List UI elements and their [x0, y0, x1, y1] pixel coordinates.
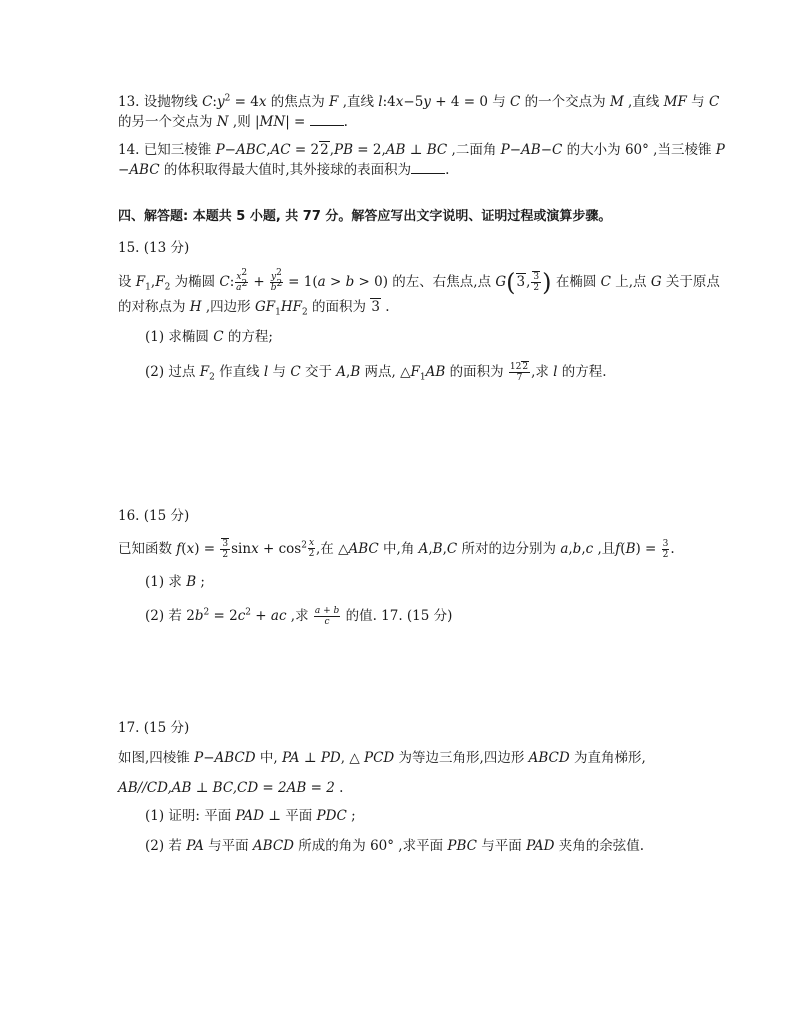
q13-line2: 的另一个交点为 N ,则 |MN| = . — [118, 114, 348, 130]
q13-line1: 13. 设抛物线 $C:y^2 = 4x$ 的焦点为 F ,直线 l:4x−5y + 4 = 0 与 C 的一个交点为 M ,直线 MF 与 C — [118, 93, 720, 110]
answer-blank — [411, 161, 445, 174]
q15-stem-line1: 设 $F_1,F_2$ 为椭圆 C: $\frac{x^2}{a^2}$ + $\frac{y^2}{b^2}$ = 1(a > b > 0) 的左、右焦点,点 G(3, $\frac{3}{2}$ ) 在椭圆 C 上,点 G 关于原点 — [118, 268, 720, 297]
q16-part1: (1) 求 B ; — [145, 574, 205, 590]
q17-stem-line1: 如图,四棱锥 P−ABCD 中, PA ⊥ PD, △ PCD 为等边三角形,四边形 ABCD 为直角梯形, — [118, 750, 646, 766]
q17-header: 17. (15 分) — [118, 720, 190, 736]
q17-part2: (2) 若 PA 与平面 ABCD 所成的角为 60° ,求平面 PBC 与平面 PAD 夹角的余弦值. — [145, 838, 645, 854]
q15-stem-line2: 的对称点为 H ,四边形 $GF_1HF_2$ 的面积为 3 . — [118, 299, 390, 318]
q16-stem: 已知函数 f(x) = $\frac{3}{2}$ $\sin x + \cos^2$ $\frac{x}{2}$ ,在 △ABC 中,角 A,B,C 所对的边分别为 a,b,c ,且f(B) = $\frac{3}{2}$ . — [118, 538, 675, 560]
q15-header: 15. (13 分) — [118, 240, 190, 256]
q17-part1: (1) 证明: 平面 PAD ⊥ 平面 PDC ; — [145, 808, 356, 824]
section-title: 四、解答题: 本题共 5 小题, 共 77 分。解答应写出文字说明、证明过程或演算步骤。 — [118, 209, 612, 224]
answer-blank — [310, 113, 344, 126]
q15-part1: (1) 求椭圆 C 的方程; — [145, 329, 273, 345]
q14-line1: 14. 已知三棱锥 P−ABC,AC = 22,PB = 2,AB ⊥ BC ,二面角 P−AB−C 的大小为 60° ,当三棱锥 P — [118, 142, 725, 158]
q17-stem-line2: AB//CD,AB ⊥ BC,CD = 2AB = 2 . — [118, 780, 344, 796]
q16-part2: (2) 若 $2b^2 = 2c^2$ + ac ,求 $\frac{a + b}{c}$ 的值. 17. (15 分) — [145, 606, 453, 627]
q14-line2: −ABC 的体积取得最大值时,其外接球的表面积为 . — [118, 162, 450, 178]
q15-part2: (2) 过点 $F_2$ 作直线 l 与 C 交于 A,B 两点, $\triangle F_1AB$ 的面积为 $\frac{122}{7}$ ,求 l 的方程. — [145, 362, 607, 383]
q16-header: 16. (15 分) — [118, 508, 190, 524]
